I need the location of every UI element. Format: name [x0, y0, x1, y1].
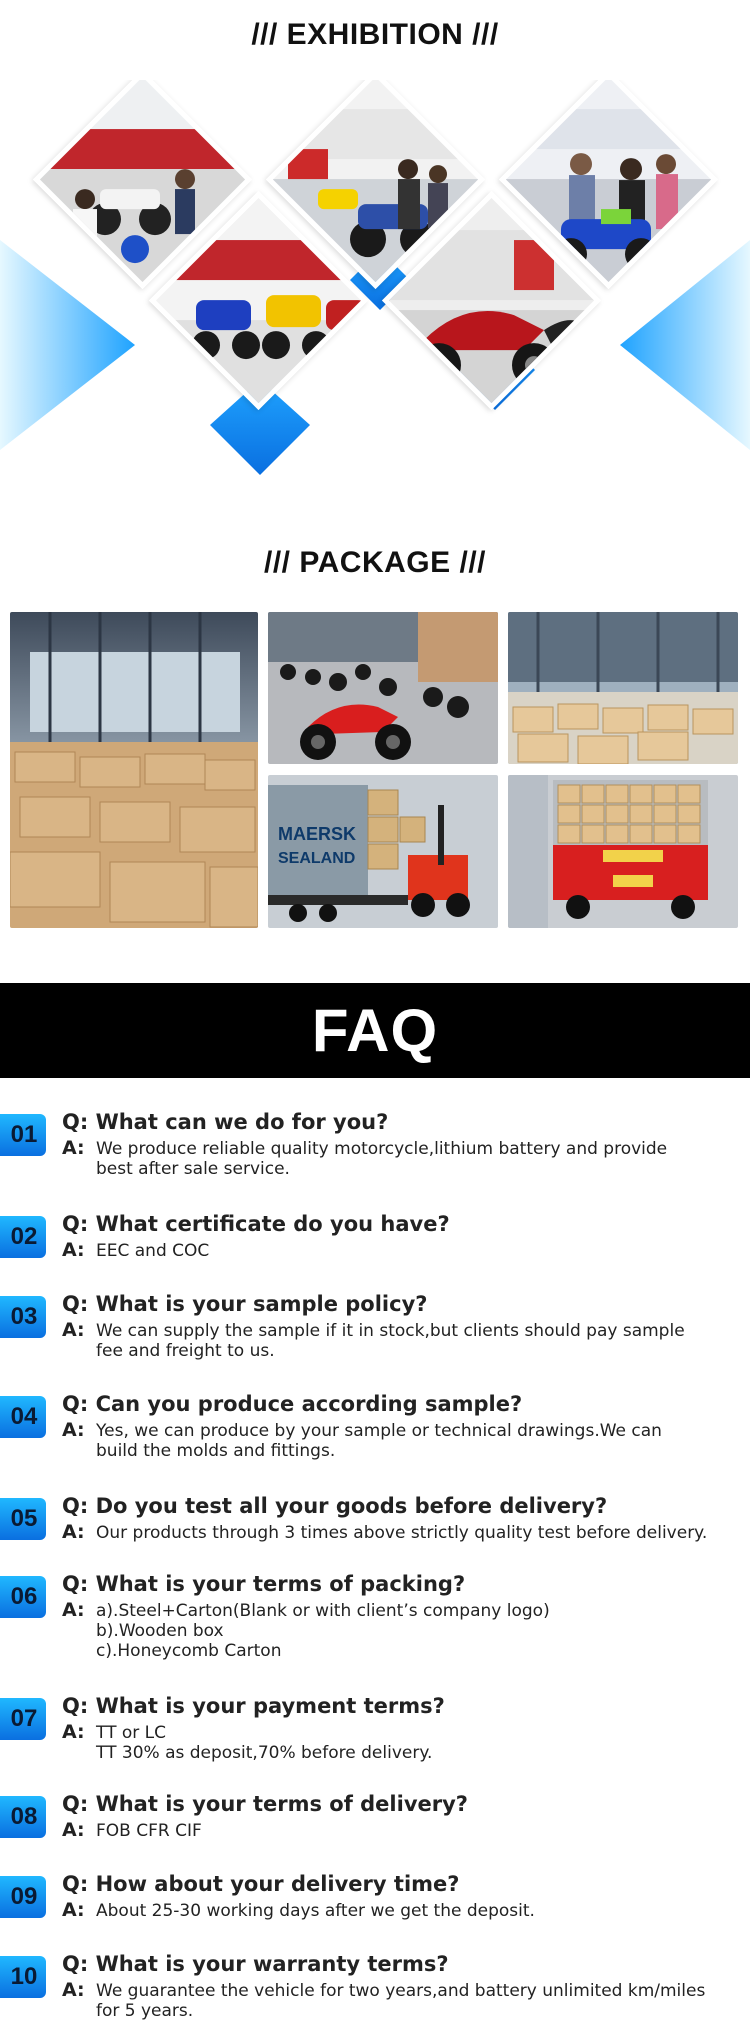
faq-question: Q: What certificate do you have?: [62, 1212, 450, 1236]
svg-text:MAERSK: MAERSK: [278, 824, 357, 844]
faq-number-badge: 07: [0, 1698, 46, 1740]
faq-answer: FOB CFR CIF: [96, 1821, 202, 1841]
exhibition-collage: [0, 80, 750, 480]
faq-question: Q: What can we do for you?: [62, 1110, 389, 1134]
faq-answer-label: A:: [62, 1599, 85, 1621]
faq-number-badge: 06: [0, 1576, 46, 1618]
package-photo-container-loading: [268, 775, 498, 928]
faq-answer-label: A:: [62, 1239, 85, 1261]
faq-question: Q: How about your delivery time?: [62, 1872, 460, 1896]
svg-text:SEALAND: SEALAND: [278, 850, 356, 867]
faq-answer-label: A:: [62, 1137, 85, 1159]
faq-answer: We can supply the sample if it in stock,but clients should pay sample fee and freight to us.: [96, 1321, 685, 1361]
faq-answer: EEC and COC: [96, 1241, 210, 1261]
faq-number-badge: 05: [0, 1498, 46, 1540]
faq-answer: TT or LC TT 30% as deposit,70% before delivery.: [96, 1723, 433, 1763]
package-photo-motorcycles: [268, 612, 498, 764]
faq-answer: a).Steel+Carton(Blank or with client’s company logo) b).Wooden box c).Honeycomb Carton: [96, 1601, 550, 1661]
package-title: /// PACKAGE ///: [264, 546, 486, 579]
faq-answer-label: A:: [62, 1979, 85, 2001]
faq-answer-label: A:: [62, 1521, 85, 1543]
faq-number-badge: 03: [0, 1296, 46, 1338]
package-photo-warehouse-large: [10, 612, 258, 928]
faq-answer-label: A:: [62, 1899, 85, 1921]
faq-answer-label: A:: [62, 1419, 85, 1441]
faq-answer-label: A:: [62, 1319, 85, 1341]
faq-question: Q: What is your warranty terms?: [62, 1952, 449, 1976]
faq-number-badge: 10: [0, 1956, 46, 1998]
faq-answer: About 25-30 working days after we get the deposit.: [96, 1901, 535, 1921]
faq-number-badge: 08: [0, 1796, 46, 1838]
exhibition-title: /// EXHIBITION ///: [251, 18, 499, 51]
faq-answer: Yes, we can produce by your sample or technical drawings.We can build the molds and fittings.: [96, 1421, 662, 1461]
faq-number-badge: 09: [0, 1876, 46, 1918]
faq-title: FAQ: [311, 997, 439, 1064]
faq-answer-label: A:: [62, 1819, 85, 1841]
faq-number-badge: 04: [0, 1396, 46, 1438]
faq-answer: Our products through 3 times above strictly quality test before delivery.: [96, 1523, 708, 1543]
faq-question: Q: Can you produce according sample?: [62, 1392, 523, 1416]
faq-question: Q: What is your terms of packing?: [62, 1572, 466, 1596]
package-photo-boxes: [508, 612, 738, 764]
faq-question: Q: What is your sample policy?: [62, 1292, 428, 1316]
faq-answer: We guarantee the vehicle for two years,and battery unlimited km/miles for 5 years.: [96, 1981, 706, 2021]
package-photo-red-truck: [508, 775, 738, 928]
faq-answer: We produce reliable quality motorcycle,lithium battery and provide best after sale service.: [96, 1139, 668, 1179]
faq-question: Q: What is your payment terms?: [62, 1694, 445, 1718]
faq-question: Q: Do you test all your goods before delivery?: [62, 1494, 608, 1518]
faq-number-badge: 02: [0, 1216, 46, 1258]
faq-number-badge: 01: [0, 1114, 46, 1156]
faq-question: Q: What is your terms of delivery?: [62, 1792, 468, 1816]
faq-banner: [0, 983, 750, 1078]
faq-answer-label: A:: [62, 1721, 85, 1743]
